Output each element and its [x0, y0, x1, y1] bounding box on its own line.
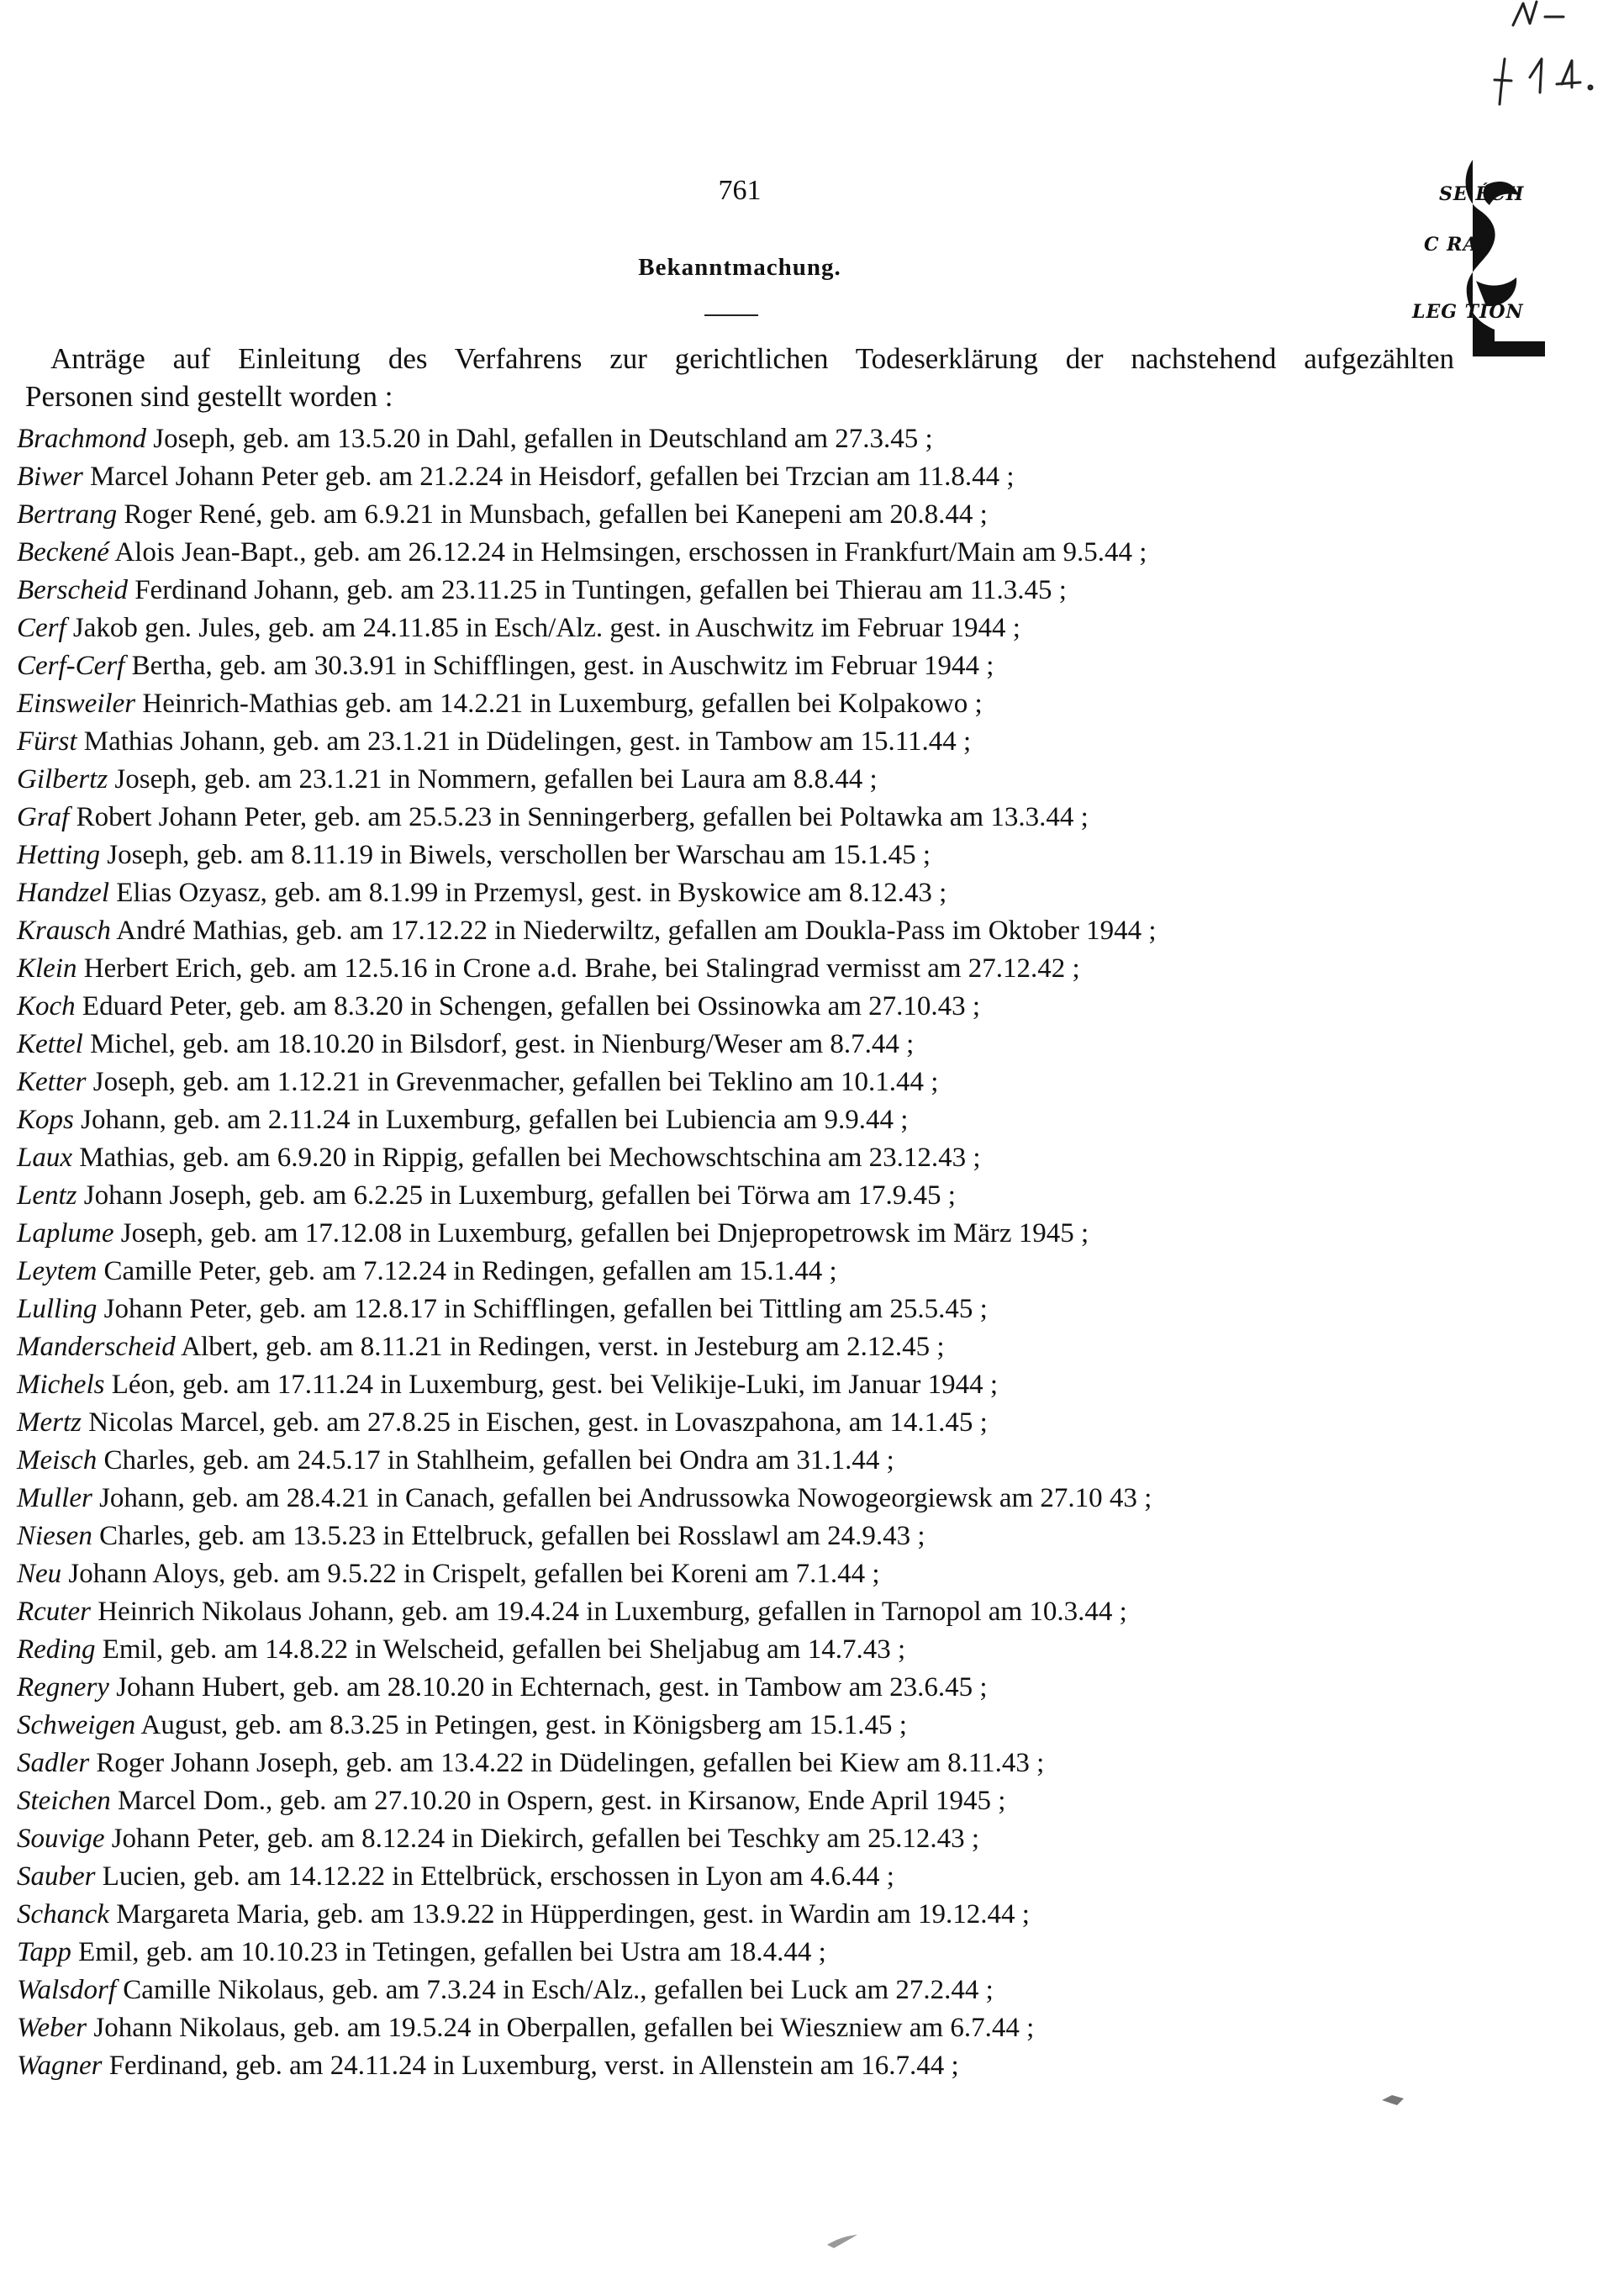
entry-details: Alois Jean-Bapt., geb. am 26.12.24 in Helmsingen, erschossen in Frankfurt/Main am 9.5.44 ;	[108, 537, 1147, 568]
entry-details: Elias Ozyasz, geb. am 8.1.99 in Przemysl, gest. in Byskowice am 8.12.43 ;	[109, 878, 947, 908]
entry-details: Nicolas Marcel, geb. am 27.8.25 in Eischen, gest. in Lovaszpahona, am 14.1.45 ;	[82, 1407, 988, 1438]
entry-details: Herbert Erich, geb. am 12.5.16 in Crone a.d. Brahe, bei Stalingrad vermisst am 27.12.42 ;	[76, 953, 1080, 984]
entry-surname: Laux	[17, 1143, 72, 1173]
list-item	[17, 1177, 1463, 1215]
entry-surname: Weber	[17, 2013, 87, 2043]
entry-details: Johann, geb. am 28.4.21 in Canach, gefallen bei Andrussowka Nowogeorgiewsk am 27.10 43 ;	[92, 1483, 1152, 1513]
entry-surname: Schanck	[17, 1899, 109, 1930]
entry-surname: Bertrang	[17, 499, 118, 530]
entry-details: Johann Peter, geb. am 8.12.24 in Diekirch, gefallen bei Teschky am 25.12.43 ;	[104, 1824, 979, 1854]
list-item	[17, 1026, 1463, 1064]
list-item	[17, 1896, 1463, 1934]
entry-details: Joseph, geb. am 13.5.20 in Dahl, gefallen in Deutschland am 27.3.45 ;	[145, 424, 933, 454]
entry-surname: Einsweiler	[17, 689, 136, 719]
entry-details: Johann Peter, geb. am 12.8.17 in Schifflingen, gefallen bei Tittling am 25.5.45 ;	[97, 1294, 988, 1324]
list-item	[17, 1064, 1463, 1101]
list-item	[17, 685, 1463, 723]
entry-surname: Cerf-Cerf	[17, 651, 125, 681]
entry-surname: Brachmond	[17, 424, 146, 454]
entry-surname: Lulling	[17, 1294, 98, 1324]
entry-details: Heinrich-Mathias geb. am 14.2.21 in Luxemburg, gefallen bei Kolpakowo ;	[135, 689, 983, 719]
entry-details: August, geb. am 8.3.25 in Petingen, gest. in Königsberg am 15.1.45 ;	[135, 1710, 907, 1740]
entry-details: Albert, geb. am 8.11.21 in Redingen, verst. in Jesteburg am 2.12.45 ;	[175, 1332, 945, 1362]
list-item	[17, 1782, 1463, 1820]
list-item	[17, 610, 1463, 647]
entry-surname: Manderscheid	[17, 1332, 176, 1362]
list-item	[17, 723, 1463, 761]
entry-surname: Ketter	[17, 1067, 87, 1097]
entry-surname: Fürst	[17, 726, 77, 757]
list-item	[17, 1291, 1463, 1328]
list-item	[17, 799, 1463, 837]
list-item	[17, 1745, 1463, 1782]
list-item	[17, 837, 1463, 874]
entry-surname: Meisch	[17, 1445, 98, 1476]
entry-details: Jakob gen. Jules, geb. am 24.11.85 in Esch/Alz. gest. in Auschwitz im Februar 1944 ;	[66, 613, 1020, 643]
list-item	[17, 1631, 1463, 1669]
list-item	[17, 1518, 1463, 1555]
entry-details: Mathias, geb. am 6.9.20 in Rippig, gefallen bei Mechowschtschina am 23.12.43 ;	[72, 1143, 981, 1173]
entry-surname: Souvige	[17, 1824, 105, 1854]
entry-details: Joseph, geb. am 23.1.21 in Nommern, gefallen bei Laura am 8.8.44 ;	[108, 764, 878, 794]
entry-details: Johann Joseph, geb. am 6.2.25 in Luxemburg, gefallen bei Törwa am 17.9.45 ;	[76, 1180, 956, 1211]
list-item	[17, 647, 1463, 685]
seal-text-line3: LEG TION	[1412, 301, 1524, 323]
list-item	[17, 1101, 1463, 1139]
entry-details: Ferdinand Johann, geb. am 23.11.25 in Tuntingen, gefallen bei Thierau am 11.3.45 ;	[127, 575, 1067, 605]
title-underline	[704, 314, 758, 316]
entry-details: Joseph, geb. am 8.11.19 in Biwels, verschollen ber Warschau am 15.1.45 ;	[99, 840, 931, 870]
list-item	[17, 2047, 1463, 2085]
entry-details: Emil, geb. am 14.8.22 in Welscheid, gefallen bei Sheljabug am 14.7.43 ;	[95, 1634, 906, 1665]
entry-details: Marcel Johann Peter geb. am 21.2.24 in Heisdorf, gefallen bei Trzcian am 11.8.44 ;	[82, 462, 1015, 492]
list-item	[17, 874, 1463, 912]
list-item	[17, 1858, 1463, 1896]
entry-surname: Muller	[17, 1483, 92, 1513]
entry-details: Camille Peter, geb. am 7.12.24 in Redingen, gefallen am 15.1.44 ;	[97, 1256, 837, 1286]
list-item	[17, 988, 1463, 1026]
entry-details: Joseph, geb. am 1.12.21 in Grevenmacher, gefallen bei Teklino am 10.1.44 ;	[86, 1067, 939, 1097]
list-item	[17, 1215, 1463, 1253]
seal-text-line1: SE ÉCH	[1439, 183, 1525, 205]
entry-details: Michel, geb. am 18.10.20 in Bilsdorf, gest. in Nienburg/Weser am 8.7.44 ;	[82, 1029, 915, 1059]
entry-surname: Gilbertz	[17, 764, 108, 794]
intro-line-2: Personen sind gestellt worden :	[25, 380, 393, 413]
entry-details: Johann Nikolaus, geb. am 19.5.24 in Oberpallen, gefallen bei Wieszniew am 6.7.44 ;	[87, 2013, 1035, 2043]
list-item	[17, 572, 1463, 610]
entry-surname: Beckené	[17, 537, 109, 568]
entry-surname: Steichen	[17, 1786, 111, 1816]
list-item	[17, 912, 1463, 950]
list-item	[17, 458, 1463, 496]
list-item	[17, 1253, 1463, 1291]
entry-surname: Neu	[17, 1559, 62, 1589]
entry-surname: Klein	[17, 953, 77, 984]
intro-line-1: Anträge auf Einleitung des Verfahrens zur gerichtlichen Todeserklärung der nachstehend aufgezählten	[50, 342, 1454, 375]
page-number: 761	[718, 175, 762, 206]
list-item	[17, 2009, 1463, 2047]
entry-details: Margareta Maria, geb. am 13.9.22 in Hüpperdingen, gest. in Wardin am 19.12.44 ;	[108, 1899, 1030, 1930]
entry-details: Joseph, geb. am 17.12.08 in Luxemburg, gefallen bei Dnjepropetrowsk im März 1945 ;	[113, 1218, 1089, 1248]
entry-surname: Krausch	[17, 916, 111, 946]
entry-surname: Sadler	[17, 1748, 90, 1778]
list-item	[17, 761, 1463, 799]
entry-surname: Sauber	[17, 1861, 96, 1892]
entry-surname: Graf	[17, 802, 70, 832]
entry-details: Johann Aloys, geb. am 9.5.22 in Crispelt, gefallen bei Koreni am 7.1.44 ;	[61, 1559, 880, 1589]
entry-surname: Reding	[17, 1634, 96, 1665]
entry-details: Emil, geb. am 10.10.23 in Tetingen, gefallen bei Ustra am 18.4.44 ;	[71, 1937, 826, 1967]
seal-text-line2: C RAL	[1424, 234, 1492, 256]
handwritten-note	[1446, 0, 1606, 109]
entry-surname: Lentz	[17, 1180, 77, 1211]
entry-details: Eduard Peter, geb. am 8.3.20 in Schengen, gefallen bei Ossinowka am 27.10.43 ;	[75, 991, 981, 1022]
list-item	[17, 1820, 1463, 1858]
list-item	[17, 1480, 1463, 1518]
list-item	[17, 1139, 1463, 1177]
entry-surname: Tapp	[17, 1937, 71, 1967]
list-item	[17, 1972, 1463, 2009]
list-item	[17, 1328, 1463, 1366]
entry-surname: Mertz	[17, 1407, 82, 1438]
entry-surname: Niesen	[17, 1521, 92, 1551]
entry-surname: Regnery	[17, 1672, 109, 1702]
entry-details: Ferdinand, geb. am 24.11.24 in Luxemburg, verst. in Allenstein am 16.7.44 ;	[102, 2051, 959, 2081]
entry-details: Roger Johann Joseph, geb. am 13.4.22 in Düdelingen, gefallen bei Kiew am 8.11.43 ;	[89, 1748, 1045, 1778]
entry-surname: Handzel	[17, 878, 109, 908]
list-item	[17, 1593, 1463, 1631]
entry-details: Charles, geb. am 13.5.23 in Ettelbruck, gefallen bei Rosslawl am 24.9.43 ;	[92, 1521, 925, 1551]
entry-surname: Hetting	[17, 840, 100, 870]
scan-speck-2	[824, 2220, 874, 2253]
entry-details: Camille Nikolaus, geb. am 7.3.24 in Esch/Alz., gefallen bei Luck am 27.2.44 ;	[115, 1975, 994, 2005]
entry-details: Marcel Dom., geb. am 27.10.20 in Ospern, gest. in Kirsanow, Ende April 1945 ;	[110, 1786, 1006, 1816]
list-item	[17, 496, 1463, 534]
list-item	[17, 1555, 1463, 1593]
list-item	[17, 420, 1463, 458]
entry-details: Bertha, geb. am 30.3.91 in Schifflingen, gest. in Auschwitz im Februar 1944 ;	[124, 651, 994, 681]
list-item	[17, 1404, 1463, 1442]
entry-surname: Kettel	[17, 1029, 83, 1059]
entry-details: Johann, geb. am 2.11.24 in Luxemburg, gefallen bei Lubiencia am 9.9.44 ;	[73, 1105, 909, 1135]
list-item	[17, 1707, 1463, 1745]
entry-details: Charles, geb. am 24.5.17 in Stahlheim, gefallen bei Ondra am 31.1.44 ;	[97, 1445, 894, 1476]
list-item	[17, 534, 1463, 572]
person-list	[17, 420, 1463, 2085]
list-item	[17, 1366, 1463, 1404]
entry-details: Mathias Johann, geb. am 23.1.21 in Düdelingen, gest. in Tambow am 15.11.44 ;	[76, 726, 972, 757]
entry-surname: Rcuter	[17, 1597, 91, 1627]
list-item	[17, 1442, 1463, 1480]
scan-speck-1	[1379, 2085, 1412, 2110]
list-item	[17, 1669, 1463, 1707]
entry-details: André Mathias, geb. am 17.12.22 in Niederwiltz, gefallen am Doukla-Pass im Oktober 1944 ;	[110, 916, 1157, 946]
entry-surname: Cerf	[17, 613, 66, 643]
entry-surname: Biwer	[17, 462, 83, 492]
list-item	[17, 950, 1463, 988]
entry-surname: Schweigen	[17, 1710, 136, 1740]
entry-details: Johann Hubert, geb. am 28.10.20 in Echternach, gest. in Tambow am 23.6.45 ;	[108, 1672, 988, 1702]
intro-paragraph	[25, 340, 1454, 415]
entry-surname: Kops	[17, 1105, 74, 1135]
entry-surname: Koch	[17, 991, 76, 1022]
entry-details: Léon, geb. am 17.11.24 in Luxemburg, gest. bei Velikije-Luki, im Januar 1944 ;	[104, 1370, 999, 1400]
document-title: Bekanntmachung.	[638, 254, 841, 281]
entry-surname: Wagner	[17, 2051, 103, 2081]
entry-details: Roger René, geb. am 6.9.21 in Munsbach, gefallen bei Kanepeni am 20.8.44 ;	[117, 499, 988, 530]
entry-details: Robert Johann Peter, geb. am 25.5.23 in Senningerberg, gefallen bei Poltawka am 13.3.44 ;	[69, 802, 1089, 832]
entry-surname: Berscheid	[17, 575, 128, 605]
entry-surname: Leytem	[17, 1256, 98, 1286]
entry-details: Heinrich Nikolaus Johann, geb. am 19.4.24 in Luxemburg, gefallen in Tarnopol am 10.3.44 ;	[90, 1597, 1127, 1627]
list-item	[17, 1934, 1463, 1972]
entry-details: Lucien, geb. am 14.12.22 in Ettelbrück, erschossen in Lyon am 4.6.44 ;	[95, 1861, 894, 1892]
entry-surname: Laplume	[17, 1218, 114, 1248]
entry-surname: Walsdorf	[17, 1975, 116, 2005]
entry-surname: Michels	[17, 1370, 105, 1400]
